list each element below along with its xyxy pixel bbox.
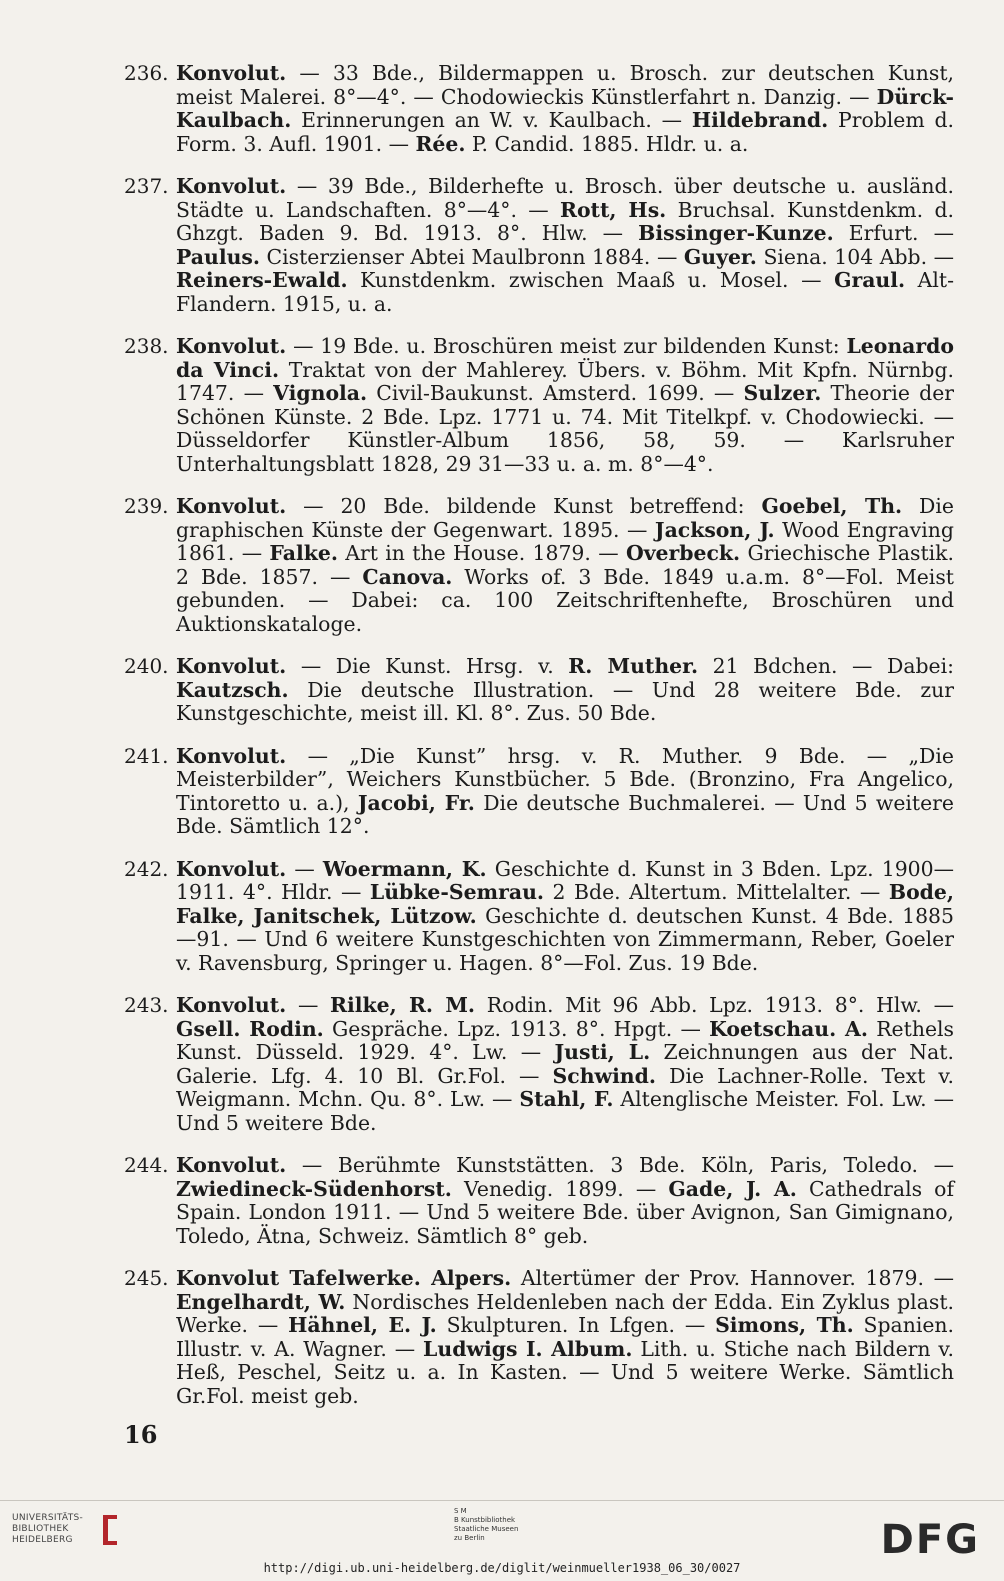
entry-keyword: Justi, L.	[554, 1040, 651, 1064]
entry-number: 242.	[124, 856, 169, 881]
entry-keyword: Konvolut.	[176, 993, 287, 1017]
university-library-label	[12, 1513, 83, 1546]
entry-segment: Problem d. Form. 3. Aufl. 1901. —	[176, 108, 954, 156]
entry-keyword: Jacobi, Fr.	[357, 790, 475, 815]
entry-keyword: Gade, J. A.	[668, 1176, 797, 1201]
entry-keyword: Zwiedineck-Südenhorst.	[176, 1176, 452, 1201]
entry-segment: Erinnerungen an W. v. Kaulbach. —	[291, 108, 692, 132]
entry-keyword: Konvolut Tafelwerke. Alpers.	[176, 1266, 512, 1290]
smb-line: zu Berlin	[454, 1534, 485, 1542]
entry-keyword: R. Muther.	[568, 654, 699, 678]
entry-keyword: Rée.	[415, 131, 466, 156]
entry-segment: Nordisches Heldenleben nach der Edda. Ein Zyklus plast. Werke. —	[176, 1289, 954, 1337]
entry-text	[176, 994, 954, 1135]
catalog-entry	[124, 335, 954, 476]
entry-segment: Altenglische Meister. Fol. Lw. — Und 5 weitere Bde.	[176, 1087, 954, 1135]
entry-keyword: Konvolut.	[176, 494, 287, 518]
entry-text	[176, 335, 954, 476]
entry-keyword: Dürck-Kaulbach.	[176, 84, 954, 132]
entry-segment: — 20 Bde. bildende Kunst betreffend:	[286, 494, 762, 518]
catalog-entry	[124, 745, 954, 839]
entry-segment: Zeichnungen aus der Nat. Galerie. Lfg. 4. 10 Bl. Gr.Fol. —	[176, 1040, 954, 1088]
entry-segment: — „Die Kunst” hrsg. v. R. Muther. 9 Bde. — „Die Meisterbilder”, Weichers Kunstbücher. 5 Bde. (Bronzino, Fra Angelico, Tintoretto u. a.),	[176, 743, 954, 815]
entry-segment: Griechische Plastik. 2 Bde. 1857. —	[176, 541, 954, 589]
catalog-entry	[124, 1154, 954, 1248]
uni-line: UNIVERSITÄTS-	[12, 1513, 84, 1523]
entry-number: 238.	[124, 334, 169, 358]
catalog-entry	[124, 655, 954, 726]
entry-number: 236.	[124, 61, 169, 85]
page-number: 16	[124, 1420, 158, 1449]
entry-segment: Die graphischen Künste der Gegenwart. 1895. —	[176, 494, 954, 542]
entry-keyword: Kautzsch.	[176, 677, 289, 702]
entry-segment: Civil-Baukunst. Amsterd. 1699. —	[367, 381, 744, 405]
entry-list	[124, 62, 954, 1427]
entry-segment: Wood Engraving 1861. —	[176, 517, 954, 565]
entry-keyword: Sulzer.	[743, 381, 822, 405]
catalog-entry	[124, 62, 954, 156]
entry-segment: Die deutsche Illustration. — Und 28 weitere Bde. zur Kunstgeschichte, meist ill. Kl. 8°. Zus. 50 Bde.	[176, 677, 954, 725]
entry-keyword: Jackson, J.	[654, 517, 775, 542]
entry-segment: — 39 Bde., Bilderhefte u. Brosch. über deutsche u. ausländ. Städte u. Landschaften. 8°—4°. —	[176, 174, 954, 222]
entry-keyword: Leonardo da Vinci.	[176, 334, 954, 382]
entry-keyword: Paulus.	[176, 244, 260, 269]
entry-segment: Theorie der Schönen Künste. 2 Bde. Lpz. 1771 u. 74. Mit Titelkpf. v. Chodowiecki. — Düsseldorfer Künstler-Album 1856, 58, 59. — Karlsruher Unterhaltungsblatt 1828, 29 31—33 u. a. m. 8°—4°.	[176, 381, 955, 476]
entry-segment: Bruchsal. Kunstdenkm. d. Ghzgt. Baden 9. Bd. 1913. 8°. Hlw. —	[176, 197, 954, 245]
university-logo-icon	[100, 1511, 120, 1547]
entry-keyword: Stahl, F.	[519, 1087, 614, 1111]
uni-line: HEIDELBERG	[12, 1535, 73, 1545]
entry-keyword: Lübke-Semrau.	[369, 880, 545, 904]
entry-keyword: Reiners-Ewald.	[176, 268, 348, 292]
entry-segment: Spanien. Illustr. v. A. Wagner. —	[176, 1313, 955, 1361]
entry-segment: — 19 Bde. u. Broschüren meist zur bildenden Kunst:	[286, 334, 847, 358]
entry-keyword: Woermann, K.	[322, 856, 487, 881]
entry-keyword: Rilke, R. M.	[330, 993, 476, 1017]
entry-number: 239.	[124, 494, 169, 518]
smb-line: Staatliche Museen	[454, 1525, 519, 1533]
entry-segment: Traktat von der Mahlerey. Übers. v. Böhm. Mit Kpfn. Nürnbg. 1747. —	[176, 357, 954, 405]
entry-segment: P. Candid. 1885. Hldr. u. a.	[465, 131, 749, 156]
smb-line: B Kunstbibliothek	[454, 1516, 516, 1524]
uni-line: BIBLIOTHEK	[12, 1524, 69, 1534]
entry-keyword: Vignola.	[273, 381, 368, 405]
entry-segment: Lith. u. Stiche nach Bildern v. Heß, Peschel, Seitz u. a. In Kasten. — Und 5 weitere Werke. Sämtlich Gr.Fol. meist geb.	[176, 1336, 954, 1408]
entry-segment: Die deutsche Buchmalerei. — Und 5 weitere Bde. Sämtlich 12°.	[176, 790, 954, 838]
source-url[interactable]: http://digi.ub.uni-heidelberg.de/diglit/weinmueller1938_06_30/0027	[263, 1561, 741, 1575]
entry-segment: Siena. 104 Abb. —	[756, 244, 954, 269]
entry-keyword: Canova.	[362, 564, 453, 589]
entry-keyword: Overbeck.	[625, 541, 741, 565]
entry-keyword: Konvolut.	[176, 654, 287, 678]
catalog-entry	[124, 1267, 954, 1408]
entry-keyword: Engelhardt, W.	[176, 1289, 346, 1314]
entry-segment: Geschichte d. deutschen Kunst. 4 Bde. 1885—91. — Und 6 weitere Kunstgeschichten von Zimmermann, Reber, Goeler v. Ravensburg, Springer u. Hagen. 8°—Fol. Zus. 19 Bde.	[176, 903, 954, 975]
entry-text	[176, 495, 954, 636]
entry-keyword: Hildebrand.	[691, 108, 829, 132]
entry-number: 244.	[124, 1153, 169, 1177]
entry-segment: Gespräche. Lpz. 1913. 8°. Hpgt. —	[323, 1016, 710, 1041]
entry-keyword: Koetschau. A.	[709, 1016, 868, 1041]
entry-segment: Die Lachner-Rolle. Text v. Weigmann. Mchn. Qu. 8°. Lw. —	[176, 1063, 954, 1111]
smb-label	[454, 1507, 518, 1543]
entry-keyword: Bissinger-Kunze.	[638, 221, 834, 245]
entry-segment: Cisterzienser Abtei Maulbronn 1884. —	[259, 244, 684, 269]
entry-text	[176, 858, 954, 976]
entry-segment: 2 Bde. Altertum. Mittelalter. —	[544, 880, 889, 904]
entry-segment: Venedig. 1899. —	[451, 1176, 669, 1201]
entry-number: 245.	[124, 1266, 169, 1290]
catalog-entry	[124, 175, 954, 316]
entry-segment: — Berühmte Kunststätten. 3 Bde. Köln, Paris, Toledo. —	[286, 1153, 954, 1177]
entry-segment: Kunstdenkm. zwischen Maaß u. Mosel. —	[347, 268, 835, 292]
catalog-entry	[124, 495, 954, 636]
entry-keyword: Konvolut.	[176, 1153, 287, 1177]
entry-keyword: Gsell. Rodin.	[176, 1016, 324, 1041]
entry-keyword: Konvolut.	[176, 856, 287, 881]
smb-line: S M	[454, 1507, 467, 1515]
entry-number: 243.	[124, 993, 169, 1017]
entry-segment: —	[286, 993, 331, 1017]
entry-keyword: Konvolut.	[176, 743, 287, 768]
entry-segment: Geschichte d. Kunst in 3 Bden. Lpz. 1900—1911. 4°. Hldr. —	[176, 856, 955, 904]
entry-segment: Altertümer der Prov. Hannover. 1879. —	[511, 1266, 954, 1290]
entry-keyword: Bode, Falke, Janitschek, Lützow.	[176, 880, 955, 928]
entry-segment: Cathedrals of Spain. London 1911. — Und 5 weitere Bde. über Avignon, San Gimignano, Toledo, Ätna, Schweiz. Sämtlich 8° geb.	[176, 1176, 954, 1248]
entry-text	[176, 745, 954, 839]
entry-keyword: Graul.	[834, 268, 906, 292]
entry-segment: Erfurt. —	[833, 221, 954, 245]
entry-segment: — 33 Bde., Bildermappen u. Brosch. zur deutschen Kunst, meist Malerei. 8°—4°. — Chodowieckis Künstlerfahrt n. Danzig. —	[176, 61, 954, 109]
entry-keyword: Hähnel, E. J.	[288, 1313, 437, 1337]
entry-keyword: Goebel, Th.	[761, 494, 903, 518]
entry-text	[176, 655, 954, 726]
entry-keyword: Konvolut.	[176, 334, 287, 358]
entry-segment: — Die Kunst. Hrsg. v.	[286, 654, 569, 678]
entry-number: 237.	[124, 174, 169, 198]
entry-keyword: Simons, Th.	[715, 1313, 854, 1337]
dfg-logo: DFG	[880, 1517, 980, 1563]
entry-keyword: Rott, Hs.	[560, 197, 667, 222]
entry-segment: —	[286, 856, 323, 881]
entry-text	[176, 1267, 954, 1408]
entry-segment: Rodin. Mit 96 Abb. Lpz. 1913. 8°. Hlw. —	[475, 993, 954, 1017]
entry-text	[176, 175, 954, 316]
entry-text	[176, 1154, 954, 1248]
entry-segment: Rethels Kunst. Düsseld. 1929. 4°. Lw. —	[176, 1016, 954, 1064]
entry-segment: Art in the House. 1879. —	[337, 541, 626, 565]
entry-keyword: Ludwigs I. Album.	[423, 1336, 633, 1361]
entry-segment: Alt-Flandern. 1915, u. a.	[176, 268, 954, 316]
entry-segment: 21 Bdchen. — Dabei:	[698, 654, 954, 678]
catalog-entry	[124, 994, 954, 1135]
entry-number: 240.	[124, 654, 169, 678]
entry-text	[176, 62, 954, 156]
catalog-entry	[124, 858, 954, 976]
entry-keyword: Schwind.	[552, 1063, 656, 1088]
entry-keyword: Konvolut.	[176, 174, 287, 198]
entry-keyword: Konvolut.	[176, 61, 287, 85]
entry-keyword: Guyer.	[683, 244, 757, 269]
footer	[0, 1500, 1004, 1581]
entry-number: 241.	[124, 743, 169, 768]
entry-keyword: Falke.	[269, 541, 338, 565]
entry-segment: Skulpturen. In Lfgen. —	[436, 1313, 716, 1337]
entry-segment: Works of. 3 Bde. 1849 u.a.m. 8°—Fol. Meist gebunden. — Dabei: ca. 100 Zeitschriftenhefte, Broschüren und Auktionskataloge.	[176, 564, 954, 636]
